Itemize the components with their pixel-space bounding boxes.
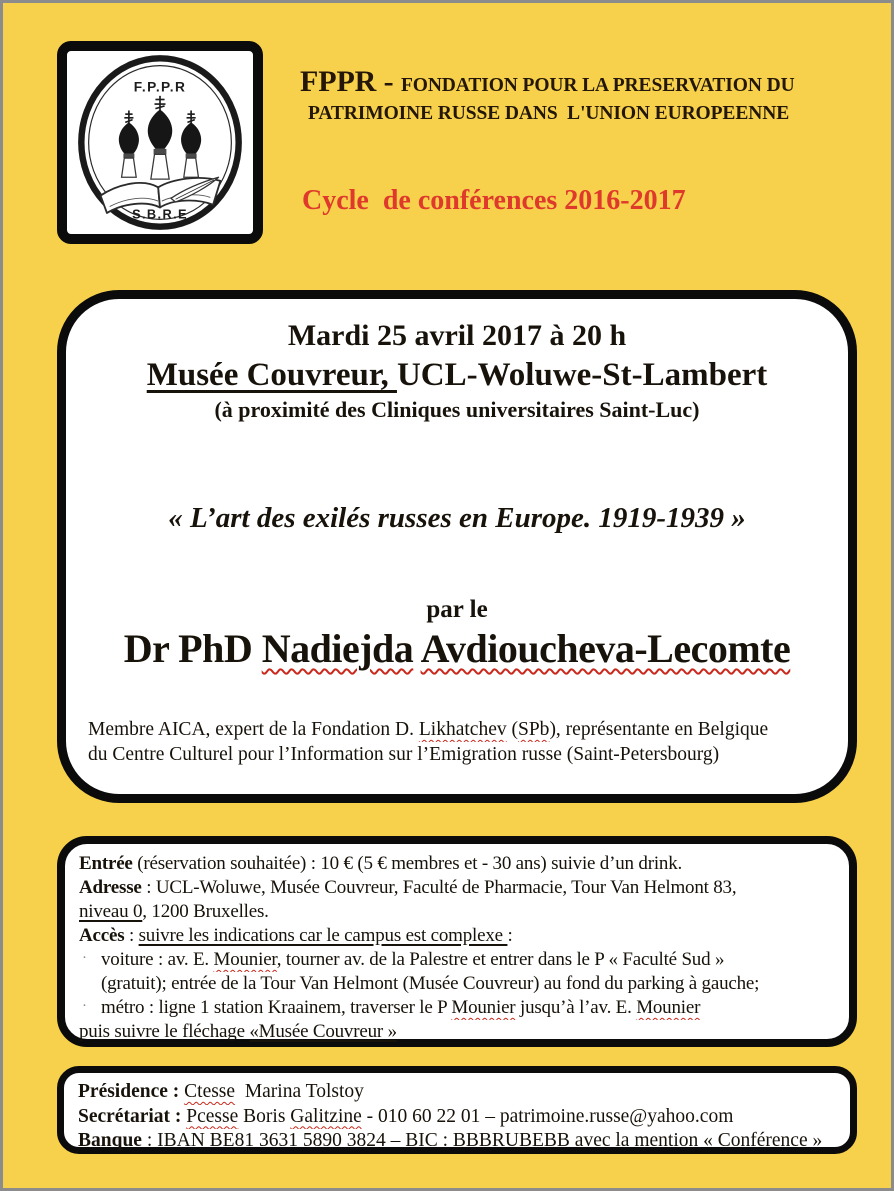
secretariat-galitzine: Galitzine	[290, 1105, 362, 1127]
signage-line	[79, 1020, 835, 1044]
org-title-block	[300, 65, 880, 125]
metro-mounier1: Mounier	[451, 997, 516, 1018]
acces-colon2: :	[507, 925, 513, 946]
speaker-last-name: Avdioucheva-Lecomte	[420, 626, 791, 671]
conference-cycle-title: Cycle de conférences 2016-2017	[302, 185, 686, 216]
speaker-bio-line1	[88, 717, 826, 742]
secretariat-line	[78, 1105, 836, 1130]
signage-musee-couvreur: «Musée Couvreur »	[249, 1021, 397, 1042]
car-text: voiture : av. E.	[101, 949, 214, 970]
org-title-line1	[300, 65, 880, 99]
acces-warning: suivre les indications car le campus est complexe	[138, 925, 508, 946]
logo-top-text: F.P.P.R	[133, 79, 187, 95]
logo-bottom-text: S.B.R.E	[132, 206, 188, 222]
acces-line	[79, 924, 835, 948]
metro-text2: jusqu’à l’av. E.	[515, 997, 637, 1018]
presidence-ctesse: Ctesse	[184, 1081, 236, 1102]
speaker-first-name: Nadiejda	[261, 626, 414, 671]
secretariat-label: Secrétariat :	[78, 1105, 187, 1127]
entree-label: Entrée	[79, 853, 133, 874]
fppr-logo-drawing	[67, 51, 253, 234]
event-card	[57, 290, 857, 803]
org-name-part2: PATRIMOINE RUSSE DANS L'UNION EUROPEENNE	[308, 103, 790, 124]
banque-details: : IBAN BE81 3631 5890 3824 – BIC : BBBRUBEBB avec la mention « Conférence »	[141, 1130, 823, 1151]
presidence-line	[78, 1080, 836, 1105]
speaker-bio-line2: du Centre Culturel pour l’Information sur l’Emigration russe (Saint-Petersbourg)	[88, 744, 720, 765]
event-datetime: Mardi 25 avril 2017 à 20 h	[287, 319, 627, 352]
speaker-titles: Dr PhD	[123, 626, 262, 671]
secretariat-name1: Boris	[238, 1105, 291, 1127]
adresse-city: , 1200 Bruxelles.	[142, 901, 269, 922]
bullet-icon: ·	[82, 950, 87, 966]
lecture-title: « L’art des exilés russes en Europe. 1919-1939 »	[168, 502, 746, 534]
car-directions-line2: (gratuit); entrée de la Tour Van Helmont (Musée Couvreur) au fond du parking à gauche;	[101, 973, 760, 994]
venue-campus: UCL-Woluwe-St-Lambert	[396, 357, 768, 393]
acces-label: Accès	[79, 925, 125, 946]
car-text2: , tourner av. de la Palestre et entrer dans le P « Faculté Sud »	[276, 949, 725, 970]
venue-museum: Musée Couvreur,	[146, 357, 397, 393]
metro-mounier2: Mounier	[636, 997, 701, 1018]
speaker-name	[66, 625, 848, 672]
banque-label: Banque	[78, 1130, 142, 1151]
adresse-line1	[79, 876, 835, 900]
secretariat-phone-email: - 010 60 22 01 – patrimoine.russe@yahoo.com	[361, 1105, 734, 1127]
bio-likhatchev: Likhatchev	[418, 719, 507, 740]
adresse-line2	[79, 900, 835, 924]
org-name-part1: FONDATION POUR LA PRESERVATION DU	[400, 75, 795, 96]
presidence-label: Présidence :	[78, 1081, 185, 1102]
metro-directions-line	[79, 996, 835, 1020]
speaker-name-sep	[413, 626, 420, 671]
contact-card	[57, 1066, 857, 1154]
secretariat-pcesse: Pcesse	[186, 1105, 239, 1127]
speaker-bio	[66, 717, 848, 767]
adresse-level: niveau 0	[79, 901, 143, 922]
banque-line	[78, 1129, 836, 1154]
by-label: par le	[426, 596, 488, 623]
car-directions-line1	[79, 948, 835, 972]
practical-info-card	[57, 836, 857, 1047]
metro-text: métro : ligne 1 station Kraainem, traverser le P	[101, 997, 452, 1018]
venue-proximity-note: (à proximité des Cliniques universitaires Saint-Luc)	[214, 397, 700, 422]
acces-colon: :	[124, 925, 139, 946]
bio-spb: SPb	[517, 719, 550, 740]
signage-text: puis suivre le fléchage	[79, 1021, 250, 1042]
bio-text: ), représentante en Belgique	[549, 719, 769, 740]
fppr-logo	[57, 41, 263, 244]
bio-text: (	[506, 719, 518, 740]
car-mounier: Mounier	[213, 949, 277, 970]
entree-line	[79, 852, 835, 876]
bio-text: Membre AICA, expert de la Fondation D.	[88, 719, 419, 740]
event-venue	[66, 357, 848, 394]
entree-text: (réservation souhaitée) : 10 € (5 € membres et - 30 ans) suivie d’un drink.	[132, 853, 683, 874]
presidence-name: Marina Tolstoy	[235, 1081, 364, 1102]
adresse-label: Adresse	[79, 877, 142, 898]
bullet-icon: ·	[82, 998, 87, 1014]
adresse-text: : UCL-Woluwe, Musée Couvreur, Faculté de Pharmacie, Tour Van Helmont 83,	[141, 877, 737, 898]
org-abbr: FPPR -	[300, 65, 401, 98]
